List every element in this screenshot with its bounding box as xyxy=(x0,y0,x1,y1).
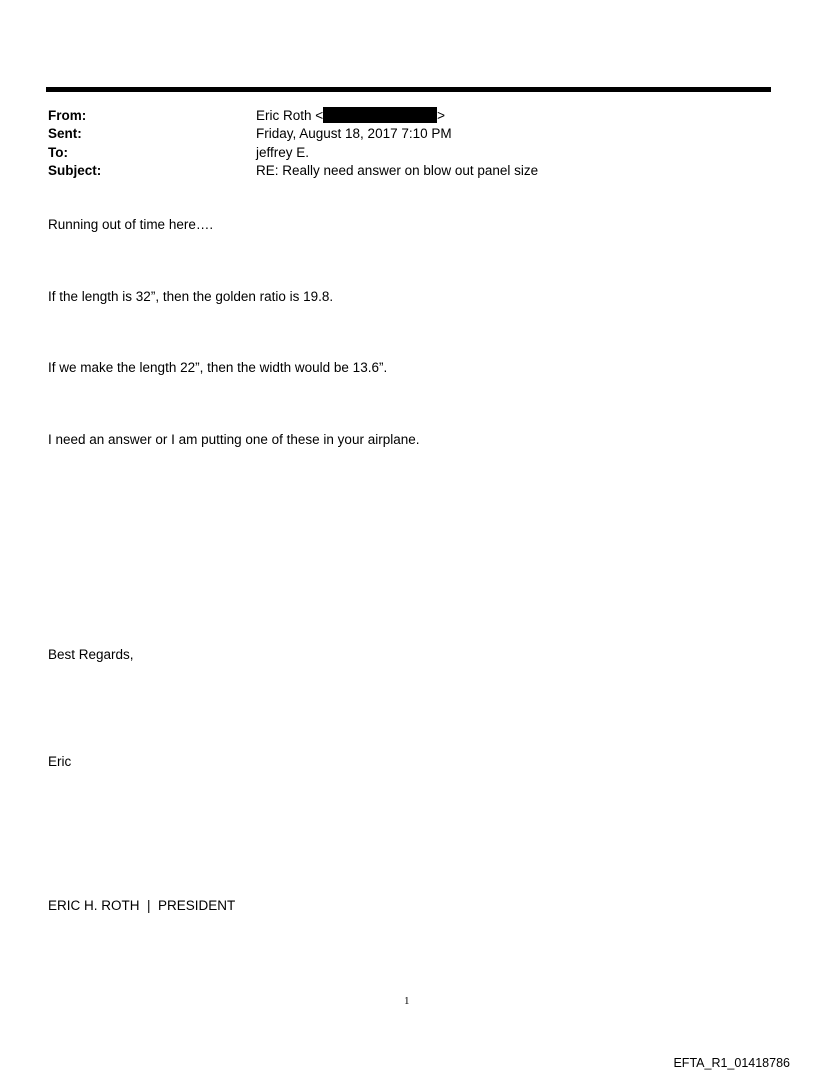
page-number: 1 xyxy=(404,995,410,1007)
sent-value: Friday, August 18, 2017 7:10 PM xyxy=(256,126,452,141)
subject-value: RE: Really need answer on blow out panel size xyxy=(256,163,539,178)
header-divider xyxy=(46,87,771,92)
body-line-2: If the length is 32”, then the golden ratio is 19.8. xyxy=(48,289,334,304)
from-label: From: xyxy=(48,108,87,123)
sent-label: Sent: xyxy=(48,126,82,141)
body-line-3: If we make the length 22”, then the width would be 13.6”. xyxy=(48,360,388,375)
from-value xyxy=(256,107,445,125)
signature-title: ERIC H. ROTH | PRESIDENT xyxy=(48,898,236,913)
from-name: Eric Roth < xyxy=(256,108,324,123)
subject-label: Subject: xyxy=(48,163,102,178)
body-line-1: Running out of time here…. xyxy=(48,217,214,232)
to-label: To: xyxy=(48,145,68,160)
signature-name: Eric xyxy=(48,754,72,769)
to-value: jeffrey E. xyxy=(256,145,310,160)
closing: Best Regards, xyxy=(48,647,134,662)
body-line-4: I need an answer or I am putting one of these in your airplane. xyxy=(48,432,420,447)
document-id: EFTA_R1_01418786 xyxy=(673,1056,790,1070)
from-suffix: > xyxy=(437,108,446,123)
redaction-block xyxy=(323,107,437,123)
